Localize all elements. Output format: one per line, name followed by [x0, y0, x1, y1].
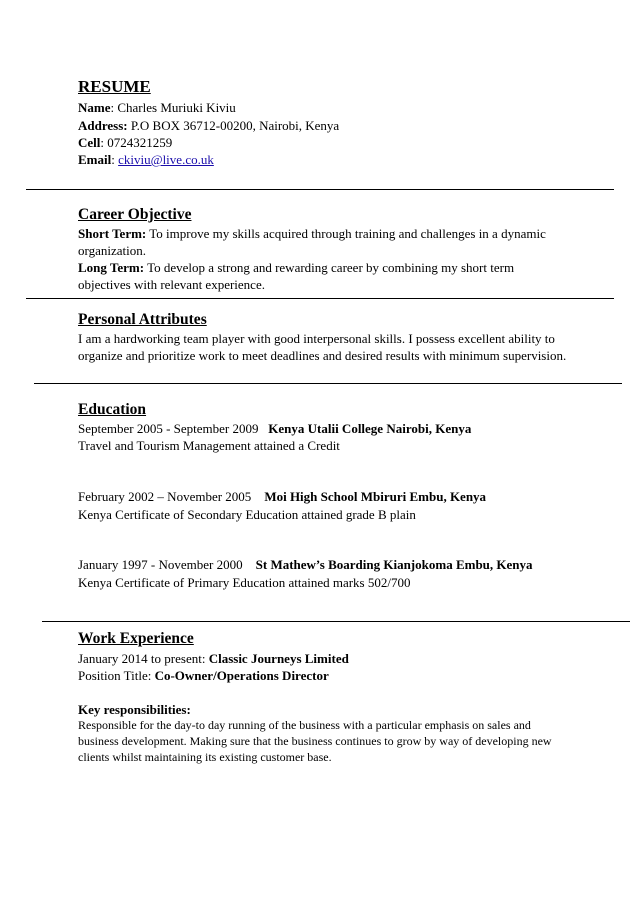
page-title: RESUME [78, 77, 151, 96]
personal-attributes-heading: Personal Attributes [78, 311, 207, 328]
cell-label: Cell [78, 135, 101, 150]
position-label: Position Title: [78, 668, 155, 683]
education-detail-2: Kenya Certificate of Secondary Education attained grade B plain [78, 507, 416, 522]
education-dates: September 2005 - September 2009 [78, 421, 259, 436]
personal-attributes-line-1: I am a hardworking team player with good interpersonal skills. I possess excellent ability to [78, 331, 555, 346]
name-label: Name [78, 100, 111, 115]
position-line [78, 667, 329, 685]
name-value: : Charles Muriuki Kiviu [110, 100, 236, 115]
divider-1 [26, 189, 614, 190]
career-objective-heading: Career Objective [78, 206, 192, 223]
long-term-label: Long Term: [78, 260, 145, 275]
email-link[interactable]: ckiviu@live.co.uk [118, 152, 214, 167]
key-responsibilities-heading: Key responsibilities: [78, 702, 191, 717]
address-value: P.O BOX 36712-00200, Nairobi, Kenya [127, 118, 340, 133]
work-period-line [78, 650, 349, 668]
cell-line [78, 134, 172, 152]
email-separator: : [111, 152, 119, 167]
long-term-text: To develop a strong and rewarding career by combining my short term [144, 260, 515, 275]
work-experience-heading: Work Experience [78, 630, 194, 647]
work-period: January 2014 to present: [78, 651, 209, 666]
short-term-line-2: organization. [78, 243, 146, 258]
long-term-line-2: objectives with relevant experience. [78, 277, 265, 292]
address-line [78, 117, 339, 135]
education-school: Kenya Utalii College Nairobi, Kenya [268, 421, 472, 436]
long-term-line [78, 259, 514, 277]
name-line [78, 99, 236, 117]
education-dates: February 2002 – November 2005 [78, 489, 252, 504]
responsibilities-line-3: clients whilst maintaining its existing customer base. [78, 750, 332, 764]
education-school: St Mathew’s Boarding Kianjokoma Embu, Kenya [255, 557, 533, 572]
education-entry-2 [78, 488, 486, 506]
responsibilities-line-1: Responsible for the day-to day running of the business with a particular emphasis on sales and [78, 718, 531, 732]
divider-4 [42, 621, 630, 622]
email-line [78, 151, 214, 169]
education-entry-1 [78, 420, 471, 438]
address-label: Address: [78, 118, 128, 133]
divider-3 [34, 383, 622, 384]
education-detail-1: Travel and Tourism Management attained a Credit [78, 438, 340, 453]
short-term-text: To improve my skills acquired through training and challenges in a dynamic [146, 226, 546, 241]
short-term-label: Short Term: [78, 226, 147, 241]
education-entry-3 [78, 556, 533, 574]
position-value: Co-Owner/Operations Director [154, 668, 329, 683]
work-company: Classic Journeys Limited [208, 651, 349, 666]
responsibilities-line-2: business development. Making sure that the business continues to grow by way of developing new [78, 734, 552, 748]
divider-2 [26, 298, 614, 299]
education-dates: January 1997 - November 2000 [78, 557, 243, 572]
personal-attributes-line-2: organize and prioritize work to meet deadlines and desired results with minimum supervision. [78, 348, 567, 363]
short-term-line [78, 225, 546, 243]
cell-value: : 0724321259 [100, 135, 173, 150]
email-label: Email [78, 152, 112, 167]
education-detail-3: Kenya Certificate of Primary Education attained marks 502/700 [78, 575, 411, 590]
education-heading: Education [78, 401, 147, 418]
education-school: Moi High School Mbiruri Embu, Kenya [264, 489, 487, 504]
